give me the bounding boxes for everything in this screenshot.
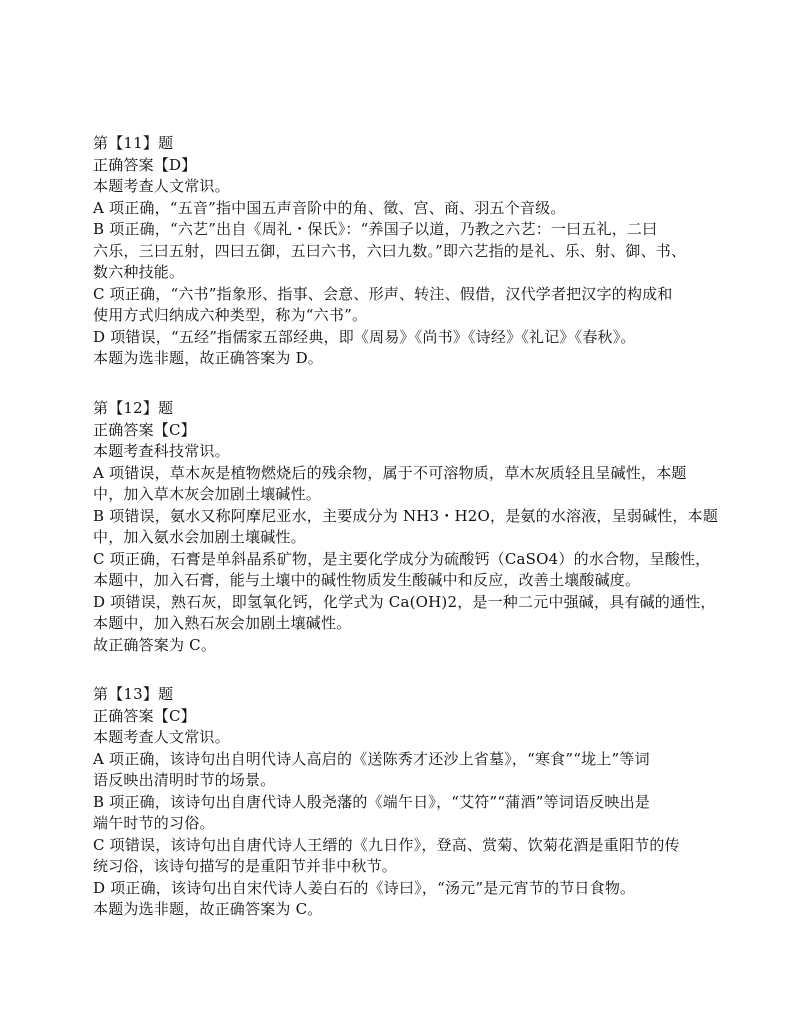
option-d-line: D 项错误，熟石灰，即氢氧化钙，化学式为 Ca(OH)2，是一种二元中强碱，具有碱的通性， [93, 592, 716, 611]
conclusion-line: 本题为选非题，故正确答案为 C。 [93, 900, 323, 918]
question-title: 第【11】题 [93, 134, 174, 152]
correct-answer: 正确答案【D】 [93, 155, 197, 174]
option-b-line: 端午时节的习俗。 [93, 814, 215, 832]
option-a-line: A 项正确，“五音”指中国五声音阶中的角、徵、宫、商、羽五个音级。 [93, 198, 566, 217]
option-a-line: 中，加入草木灰会加剧土壤碱性。 [93, 485, 322, 503]
option-c-line: C 项正确，石膏是单斜晶系矿物，是主要化学成分为硫酸钙（CaSO4）的水合物，呈酸性， [93, 549, 711, 568]
question-11-explanation [93, 133, 733, 370]
option-b-line: 六乐，三曰五射，四曰五御，五曰六书，六曰九数。”即六艺指的是礼、乐、射、御、书、 [93, 241, 687, 260]
topic-line: 本题考查科技常识。 [93, 442, 230, 460]
option-a-line: A 项错误，草木灰是植物燃烧后的残余物，属于不可溶物质，草木灰质轻且呈碱性，本题 [93, 463, 687, 482]
question-title: 第【12】题 [93, 399, 174, 417]
question-title: 第【13】题 [93, 685, 174, 703]
conclusion-line: 故正确答案为 C。 [93, 635, 217, 654]
question-13-explanation [93, 684, 733, 921]
option-a-line: 语反映出清明时节的场景。 [93, 771, 276, 789]
option-b-line: B 项错误，氨水又称阿摩尼亚水，主要成分为 NH3・H2O，是氨的水溶液，呈弱碱性，本题 [93, 506, 719, 525]
option-b-line: B 项正确，“六艺”出自《周礼・保氏》：“养国子以道，乃教之六艺：一曰五礼，二曰 [93, 220, 658, 238]
correct-answer: 正确答案【C】 [93, 420, 196, 439]
option-c-line: C 项错误，该诗句出自唐代诗人王缙的《九日作》，登高、赏菊、饮菊花酒是重阳节的传 [93, 835, 680, 854]
option-c-line: C 项正确，“六书”指象形、指事、会意、形声、转注、假借，汉代学者把汉字的构成和 [93, 284, 673, 303]
option-c-line: 本题中，加入石膏，能与土壤中的碱性物质发生酸碱中和反应，改善土壤酸碱度。 [93, 571, 641, 589]
topic-line: 本题考查人文常识。 [93, 177, 230, 195]
option-c-line: 使用方式归纳成六种类型，称为“六书”。 [93, 306, 368, 324]
correct-answer: 正确答案【C】 [93, 706, 196, 725]
conclusion-line: 本题为选非题，故正确答案为 D。 [93, 349, 323, 367]
option-d-line: D 项正确，该诗句出自宋代诗人姜白石的《诗曰》，“汤元”是元宵节的节日食物。 [93, 878, 636, 897]
topic-line: 本题考查人文常识。 [93, 728, 230, 746]
option-b-line: 中，加入氨水会加剧土壤碱性。 [93, 528, 306, 546]
option-d-line: D 项错误，“五经”指儒家五部经典，即《周易》《尚书》《诗经》《礼记》《春秋》。 [93, 327, 636, 346]
option-b-line: 数六种技能。 [93, 263, 185, 281]
question-12-explanation [93, 398, 733, 656]
option-a-line: A 项正确，该诗句出自明代诗人高启的《送陈秀才还沙上省墓》，“寒食”“垅上”等词 [93, 749, 650, 768]
option-b-line: B 项正确，该诗句出自唐代诗人殷尧藩的《端午日》，“艾符”“蒲酒”等词语反映出是 [93, 792, 650, 811]
option-c-line: 统习俗，该诗句描写的是重阳节并非中秋节。 [93, 857, 398, 875]
option-d-line: 本题中，加入熟石灰会加剧土壤碱性。 [93, 614, 352, 632]
